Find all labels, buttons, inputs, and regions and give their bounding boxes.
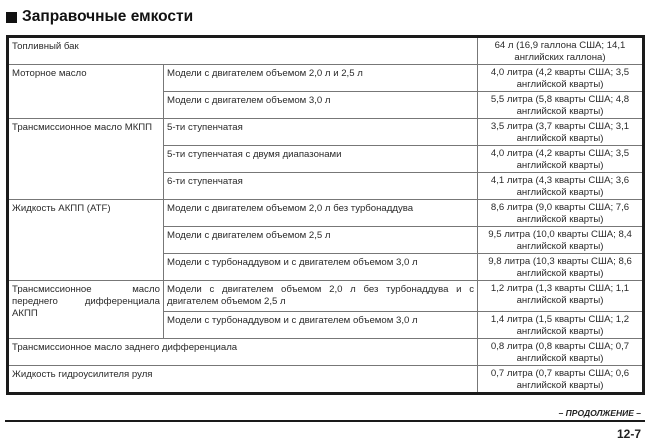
item-cell: Моторное масло — [8, 65, 164, 119]
table-row — [8, 339, 644, 366]
value-cell: 0,8 литра (0,8 кварты США; 0,7 английской кварты) — [478, 339, 644, 366]
table-row — [8, 366, 644, 394]
value-cell: 1,2 литра (1,3 кварты США; 1,1 английской кварты) — [478, 281, 644, 312]
continued-label: – ПРОДОЛЖЕНИЕ – — [558, 408, 641, 418]
table-row — [8, 119, 644, 146]
item-cell: Трансмиссионное масло заднего дифференциала — [8, 339, 478, 366]
condition-cell: Модели с двигателем объемом 2,0 л без турбонаддува и с двигателем объемом 2,5 л — [164, 281, 478, 312]
value-cell: 0,7 литра (0,7 кварты США; 0,6 английской кварты) — [478, 366, 644, 394]
table-row — [8, 37, 644, 65]
table-row — [8, 200, 644, 227]
section-title — [6, 8, 193, 26]
condition-cell: Модели с двигателем объемом 2,5 л — [164, 227, 478, 254]
condition-cell: Модели с турбонаддувом и с двигателем объемом 3,0 л — [164, 254, 478, 281]
value-cell: 5,5 литра (5,8 кварты США; 4,8 английской кварты) — [478, 92, 644, 119]
value-cell: 4,0 литра (4,2 кварты США; 3,5 английской кварты) — [478, 146, 644, 173]
item-cell: Трансмиссионное масло МКПП — [8, 119, 164, 200]
page-number: 12-7 — [616, 427, 641, 441]
table-row — [8, 281, 644, 312]
condition-cell: Модели с двигателем объемом 3,0 л — [164, 92, 478, 119]
value-cell: 4,1 литра (4,3 кварты США; 3,6 английской кварты) — [478, 173, 644, 200]
value-cell: 8,6 литра (9,0 кварты США; 7,6 английской кварты) — [478, 200, 644, 227]
value-cell: 9,5 литра (10,0 кварты США; 8,4 английской кварты) — [478, 227, 644, 254]
condition-cell: 6-ти ступенчатая — [164, 173, 478, 200]
black-square-icon — [6, 12, 17, 23]
item-cell: Жидкость гидроусилителя руля — [8, 366, 478, 394]
item-cell: Трансмиссионное масло переднего дифференциала АКПП — [8, 281, 164, 339]
footer-divider — [5, 420, 645, 422]
table-row — [8, 65, 644, 92]
condition-cell: 5-ти ступенчатая — [164, 119, 478, 146]
value-cell: 3,5 литра (3,7 кварты США; 3,1 английской кварты) — [478, 119, 644, 146]
section-title-text: Заправочные емкости — [22, 8, 194, 25]
condition-cell: Модели с двигателем объемом 2,0 л без турбонаддува — [164, 200, 478, 227]
item-cell: Топливный бак — [8, 37, 478, 65]
item-cell: Жидкость АКПП (ATF) — [8, 200, 164, 281]
value-cell: 64 л (16,9 галлона США; 14,1 английских галлона) — [478, 37, 644, 65]
capacities-table — [6, 35, 645, 395]
value-cell: 9,8 литра (10,3 кварты США; 8,6 английской кварты) — [478, 254, 644, 281]
condition-cell: Модели с двигателем объемом 2,0 л и 2,5 л — [164, 65, 478, 92]
value-cell: 1,4 литра (1,5 кварты США; 1,2 английской кварты) — [478, 312, 644, 339]
value-cell: 4,0 литра (4,2 кварты США; 3,5 английской кварты) — [478, 65, 644, 92]
condition-cell: Модели с турбонаддувом и с двигателем объемом 3,0 л — [164, 312, 478, 339]
condition-cell: 5-ти ступенчатая с двумя диапазонами — [164, 146, 478, 173]
